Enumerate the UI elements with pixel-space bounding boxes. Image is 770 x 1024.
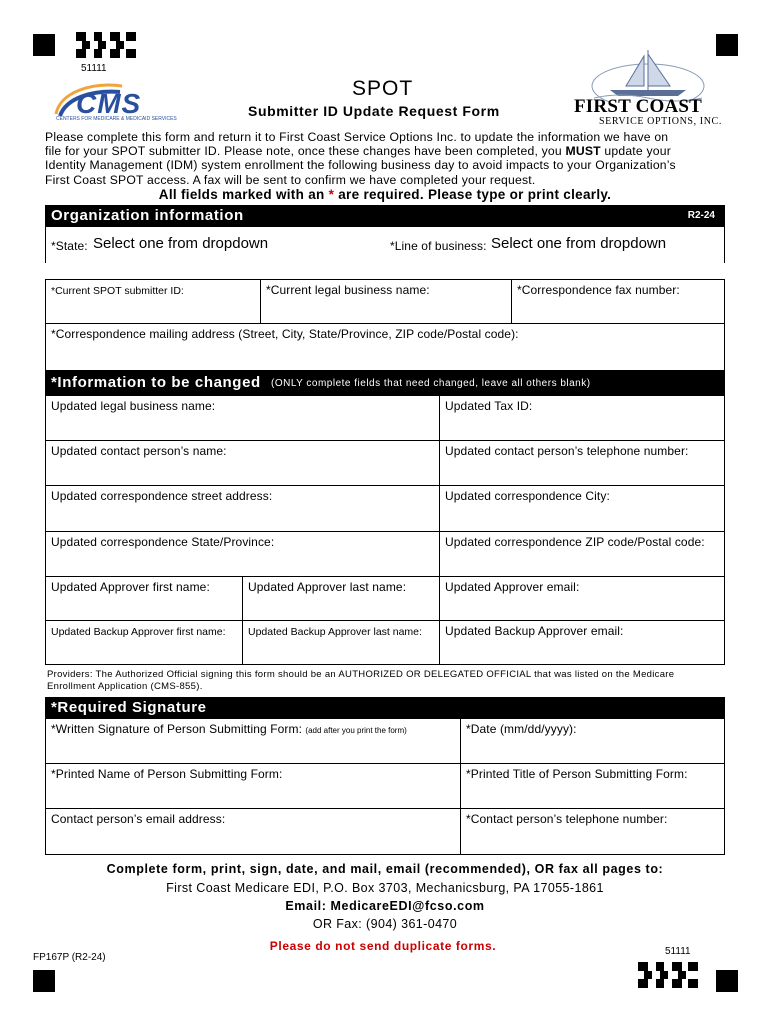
intro-line-1: Please complete this form and return it to First Coast Service Options Inc. to update the information we have on [45,130,669,144]
registration-mark-top-left [33,34,55,56]
intro-line-3: Identity Management (IDM) system enrollment the following business day to avoid impacts to your Organization’s [45,158,676,173]
signature-hint: (add after you print the form) [305,726,407,735]
sailboat-icon [570,46,725,102]
change-section-note: (ONLY complete fields that need changed, leave all others blank) [271,378,591,389]
required-fields-note [0,187,770,202]
updated-approver-email-label: Updated Approver email: [445,580,580,594]
updated-legal-name-label: Updated legal business name: [51,399,216,413]
state-label: *State: [51,239,88,253]
intro-paragraph [45,130,735,187]
footer-fax: OR Fax: (904) 361-0470 [312,917,458,931]
required-star: * [328,187,335,202]
printed-title-field[interactable] [460,763,725,809]
updated-street-label: Updated correspondence street address: [51,489,273,503]
updated-state-field[interactable] [45,531,440,577]
updated-backup-email-field[interactable] [439,620,725,665]
updated-street-field[interactable] [45,485,440,532]
providers-note [47,669,727,693]
contact-email-field[interactable] [45,808,461,855]
cms-tagline: CENTERS FOR MEDICARE & MEDICAID SERVICES [56,116,177,122]
mailing-address-field[interactable] [45,323,725,371]
lob-dropdown[interactable]: Select one from dropdown [491,235,667,252]
intro-line-2 [45,144,735,158]
spot-id-label: *Current SPOT submitter ID: [51,285,184,297]
lob-field[interactable] [385,227,725,263]
required-note-b: are required. Please type or print clearly. [334,187,612,202]
footer-address: First Coast Medicare EDI, P.O. Box 3703, Mechanicsburg, PA 17055-1861 [166,881,604,895]
signature-section-header [45,697,725,719]
revision-code: R2-24 [687,210,715,221]
updated-approver-first-field[interactable] [45,576,243,621]
providers-note-line-2: Enrollment Application (CMS-855). [47,681,203,692]
fax-label: *Correspondence fax number: [517,283,680,297]
barcode-top [76,32,136,58]
footer-instructions: Complete form, print, sign, date, and mail, email (recommended), OR fax all pages to: [106,862,664,876]
first-coast-logo [570,46,725,128]
change-section-header [45,371,725,395]
signature-section-title: *Required Signature [51,699,207,716]
required-note-a: All fields marked with an [158,187,329,202]
intro-must: MUST [565,144,601,159]
printed-name-field[interactable] [45,763,461,809]
legal-name-label: *Current legal business name: [266,283,430,297]
contact-email-label: Contact person’s email address: [51,812,226,826]
printed-title-label: *Printed Title of Person Submitting Form: [466,767,688,781]
org-section-header [45,205,725,227]
printed-name-label: *Printed Name of Person Submitting Form: [51,767,283,781]
updated-approver-first-label: Updated Approver first name: [51,580,210,594]
lob-label: *Line of business: [390,239,487,253]
updated-contact-name-label: Updated contact person’s name: [51,444,227,458]
intro-line-2a: file for your SPOT submitter ID. Please note, once these changes have been completed, you [45,144,566,159]
updated-city-field[interactable] [439,485,725,532]
contact-phone-label: *Contact person’s telephone number: [466,812,668,826]
form-title: SPOT [352,77,414,100]
updated-zip-label: Updated correspondence ZIP code/Postal code: [445,535,705,549]
org-section-title: Organization information [51,207,244,224]
date-field[interactable] [460,718,725,764]
updated-contact-name-field[interactable] [45,440,440,486]
updated-contact-phone-field[interactable] [439,440,725,486]
change-section-title: *Information to be changed [51,374,261,391]
signature-field[interactable] [45,718,461,764]
intro-line-4: First Coast SPOT access. A fax will be sent to confirm we have completed your request. [45,172,536,187]
updated-backup-first-field[interactable] [45,620,243,665]
state-dropdown[interactable]: Select one from dropdown [93,235,269,252]
updated-backup-first-label: Updated Backup Approver first name: [51,626,226,638]
updated-backup-last-field[interactable] [242,620,440,665]
updated-contact-phone-label: Updated contact person’s telephone number: [445,444,689,458]
legal-name-field[interactable] [260,279,512,324]
footer-warning: Please do not send duplicate forms. [269,939,497,953]
barcode-number-bottom: 51111 [665,946,691,957]
updated-backup-last-label: Updated Backup Approver last name: [248,626,422,638]
mailing-address-label: *Correspondence mailing address (Street, City, State/Province, ZIP code/Postal code): [51,327,519,341]
form-subtitle: Submitter ID Update Request Form [248,103,500,119]
cms-logo [52,80,192,122]
signature-label: *Written Signature of Person Submitting Form: [51,722,303,736]
fax-field[interactable] [511,279,725,324]
intro-line-2b: update your [600,144,671,159]
barcode-number-top: 51111 [81,63,107,74]
spot-id-field[interactable] [45,279,261,324]
first-coast-name: FIRST COAST [574,96,703,117]
updated-approver-last-label: Updated Approver last name: [248,580,407,594]
updated-tax-id-field[interactable] [439,395,725,441]
barcode-bottom [638,962,698,988]
providers-note-line-1: Providers: The Authorized Official signing this form should be an AUTHORIZED OR DELEGATED OFFICIAL that was listed on the Medicare [47,669,675,680]
updated-legal-name-field[interactable] [45,395,440,441]
cms-logo-text: CMS [76,88,142,119]
contact-phone-field[interactable] [460,808,725,855]
registration-mark-bottom-left [33,970,55,992]
date-label: *Date (mm/dd/yyyy): [466,722,577,736]
state-field[interactable] [45,227,385,263]
updated-approver-email-field[interactable] [439,576,725,621]
updated-city-label: Updated correspondence City: [445,489,610,503]
updated-state-label: Updated correspondence State/Province: [51,535,275,549]
first-coast-subname: SERVICE OPTIONS, INC. [599,116,722,127]
registration-mark-bottom-right [716,970,738,992]
updated-approver-last-field[interactable] [242,576,440,621]
form-number: FP167P (R2-24) [33,952,106,963]
updated-backup-email-label: Updated Backup Approver email: [445,624,624,638]
updated-tax-id-label: Updated Tax ID: [445,399,533,413]
updated-zip-field[interactable] [439,531,725,577]
footer-email: Email: MedicareEDI@fcso.com [285,899,485,913]
